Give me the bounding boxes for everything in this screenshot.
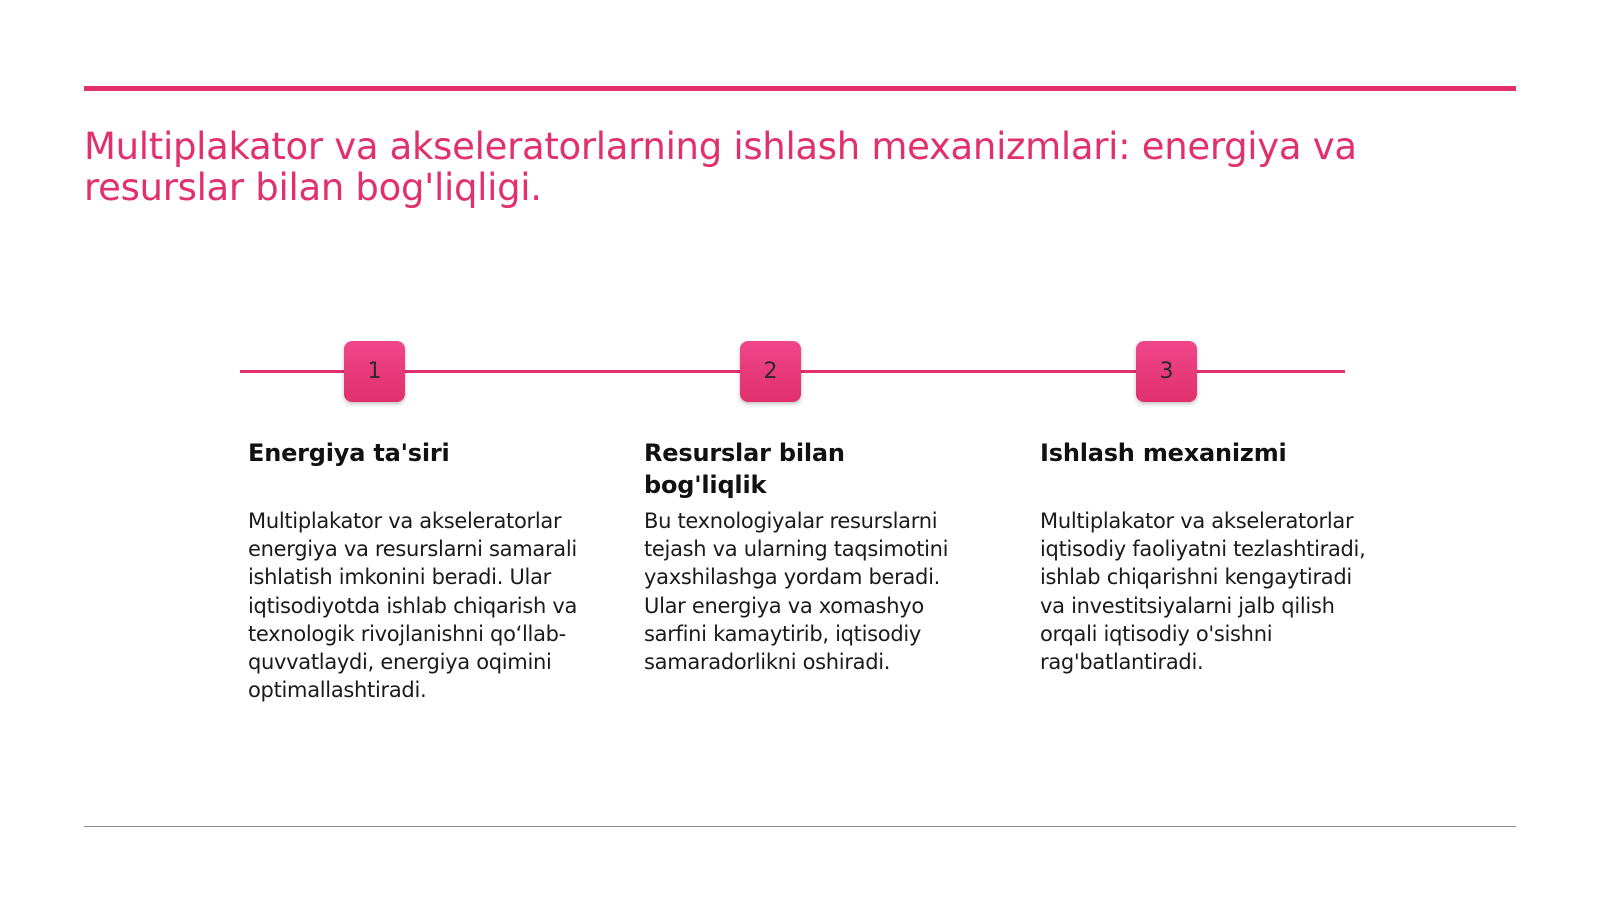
step-body: Multiplakator va akseleratorlar iqtisodiy faoliyatni tezlashtiradi, ishlab chiqarishni kengaytiradi va investitsiyalarni jalb qilish orqali iqtisodiy o'sishni rag'batlantiradi.	[1040, 509, 1366, 675]
step-column-3	[1040, 437, 1375, 676]
step-heading: Resurslar bilan bog'liqlik	[644, 439, 845, 499]
step-marker-2: 2	[740, 341, 801, 402]
bottom-divider	[84, 826, 1516, 827]
step-marker-1: 1	[344, 341, 405, 402]
step-body: Multiplakator va akseleratorlar energiya va resurslarni samarali ishlatish imkonini beradi. Ular iqtisodiyotda ishlab chiqarish va texnologik rivojlanishni qo‘llab-quvvatlaydi, energiya oqimini optimallashtiradi.	[248, 509, 578, 703]
step-heading: Ishlash mexanizmi	[1040, 439, 1287, 467]
step-marker-3: 3	[1136, 341, 1197, 402]
top-accent-rule	[84, 86, 1516, 91]
step-body: Bu texnologiyalar resurslarni tejash va ularning taqsimotini yaxshilashga yordam beradi. Ular energiya va xomashyo sarfini kamaytirib, iqtisodiy samaradorlikni oshiradi.	[644, 509, 949, 675]
step-column-2	[644, 437, 979, 676]
step-column-1	[248, 437, 583, 704]
step-heading: Energiya ta'siri	[248, 439, 450, 467]
slide-title: Multiplakator va akseleratorlarning ishlash mexanizmlari: energiya va resurslar bilan bog'liqligi.	[84, 125, 1357, 209]
